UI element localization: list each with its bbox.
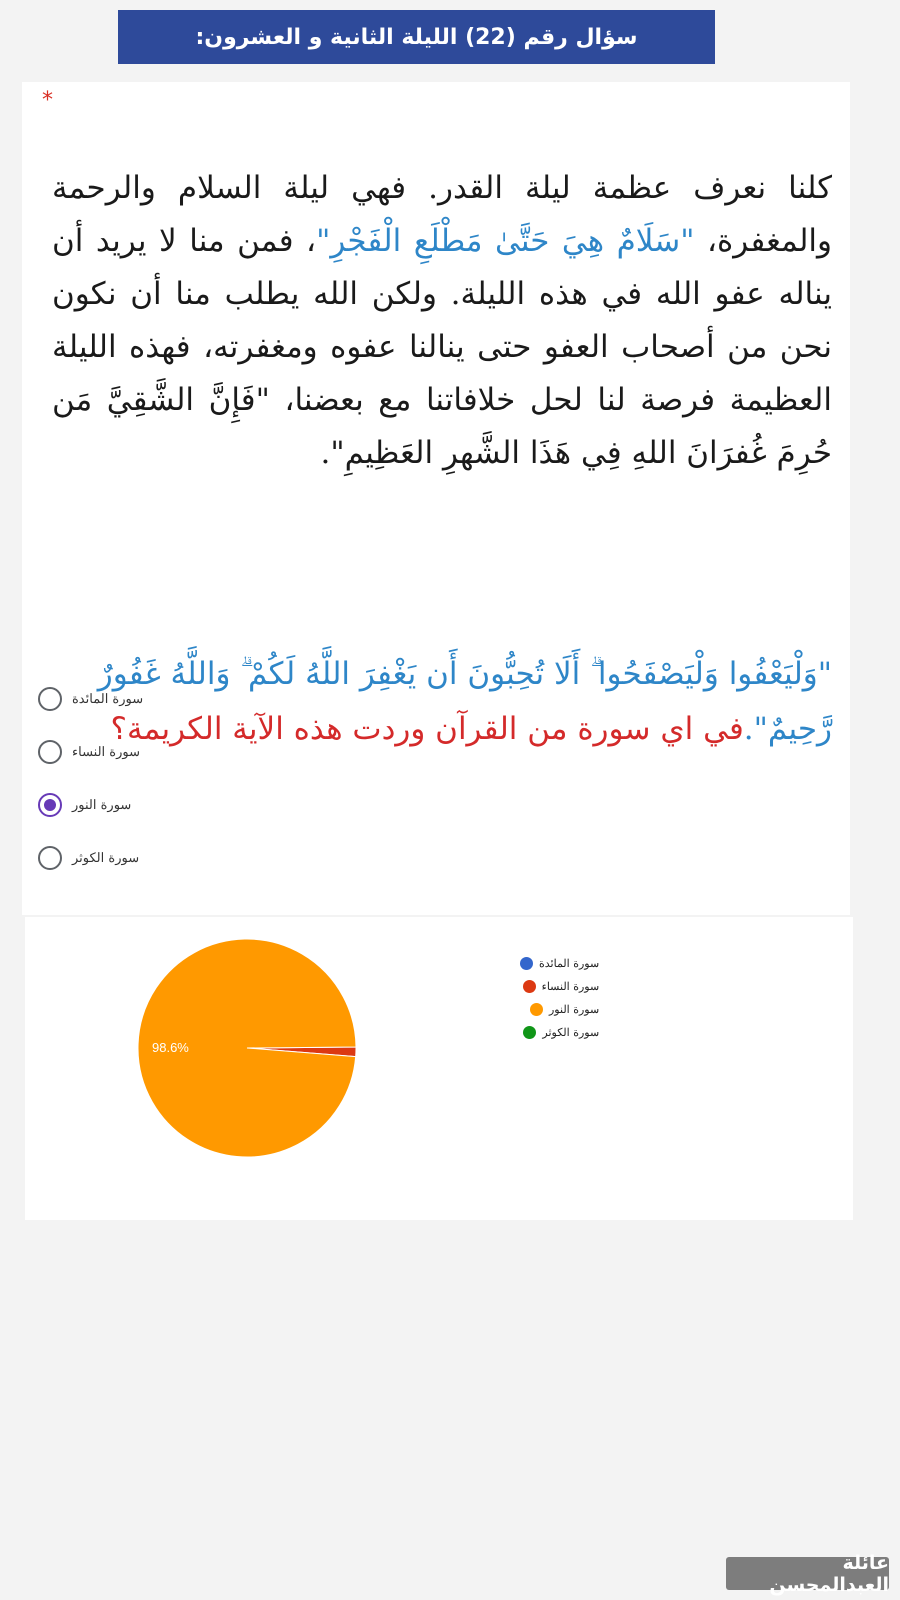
chart-legend — [520, 952, 599, 1044]
radio-button[interactable] — [38, 687, 62, 711]
legend-label: سورة النور — [549, 1003, 600, 1016]
question-card — [22, 82, 850, 915]
radio-button-selected[interactable] — [38, 793, 62, 817]
legend-item — [520, 1021, 599, 1044]
legend-label: سورة المائدة — [539, 957, 600, 970]
option-maidah[interactable] — [38, 682, 143, 716]
legend-swatch — [523, 1026, 536, 1039]
pie-slice-label: 98.6% — [152, 1040, 189, 1055]
question-prompt: في اي سورة من القرآن وردت هذه الآية الكريمة؟ — [110, 711, 744, 747]
question-paragraph — [52, 162, 832, 480]
legend-item — [520, 998, 599, 1021]
option-nur[interactable] — [38, 788, 131, 822]
pie-chart — [25, 917, 853, 1220]
results-chart-card — [25, 917, 853, 1220]
radio-button[interactable] — [38, 846, 62, 870]
family-name-badge: عائلة العبدالمحسن — [726, 1557, 889, 1590]
radio-button[interactable] — [38, 740, 62, 764]
paragraph-text-2: ، فمن منا لا يريد أن يناله عفو الله في هذه الليلة. ولكن الله يطلب منا أن نكون نحن من أصحاب العفو حتى ينالنا عفوه ومغفرته، فهذه الليلة العظيمة فرصة لنا لحل خلافاتنا مع بعضنا، "فَإِنَّ الشَّقِيَّ مَن حُرِمَ غُفرَانَ اللهِ فِي هَذَا الشَّهرِ العَظِيمِ". — [52, 223, 832, 471]
quoted-verse-2: "وَلْيَعْفُوا وَلْيَصْفَحُوا ۗ أَلَا تُحِبُّونَ أَن يَغْفِرَ اللَّهُ لَكُمْ ۗ وَاللَّهُ غَفُورٌ رَّحِيمٌ". — [97, 656, 832, 747]
option-label: سورة النور — [72, 797, 132, 813]
quoted-verse-1: "سَلَامٌ هِيَ حَتَّىٰ مَطْلَعِ الْفَجْرِ" — [316, 223, 695, 259]
verse-and-prompt — [52, 647, 832, 757]
legend-item — [520, 975, 599, 998]
legend-swatch — [520, 957, 533, 970]
option-label: سورة المائدة — [72, 691, 144, 707]
option-label: سورة الكوثر — [72, 850, 140, 866]
required-marker: * — [42, 88, 53, 113]
question-number-banner: سؤال رقم (22) الليلة الثانية و العشرون: — [118, 10, 715, 64]
legend-item — [520, 952, 599, 975]
legend-label: سورة النساء — [541, 980, 600, 993]
option-nisa[interactable] — [38, 735, 140, 769]
legend-swatch — [530, 1003, 543, 1016]
option-label: سورة النساء — [72, 744, 140, 760]
paragraph-text-1: كلنا نعرف عظمة ليلة القدر. فهي ليلة السلام والرحمة والمغفرة، — [52, 170, 832, 259]
option-kawthar[interactable] — [38, 841, 139, 875]
legend-swatch — [523, 980, 536, 993]
legend-label: سورة الكوثر — [542, 1026, 600, 1039]
